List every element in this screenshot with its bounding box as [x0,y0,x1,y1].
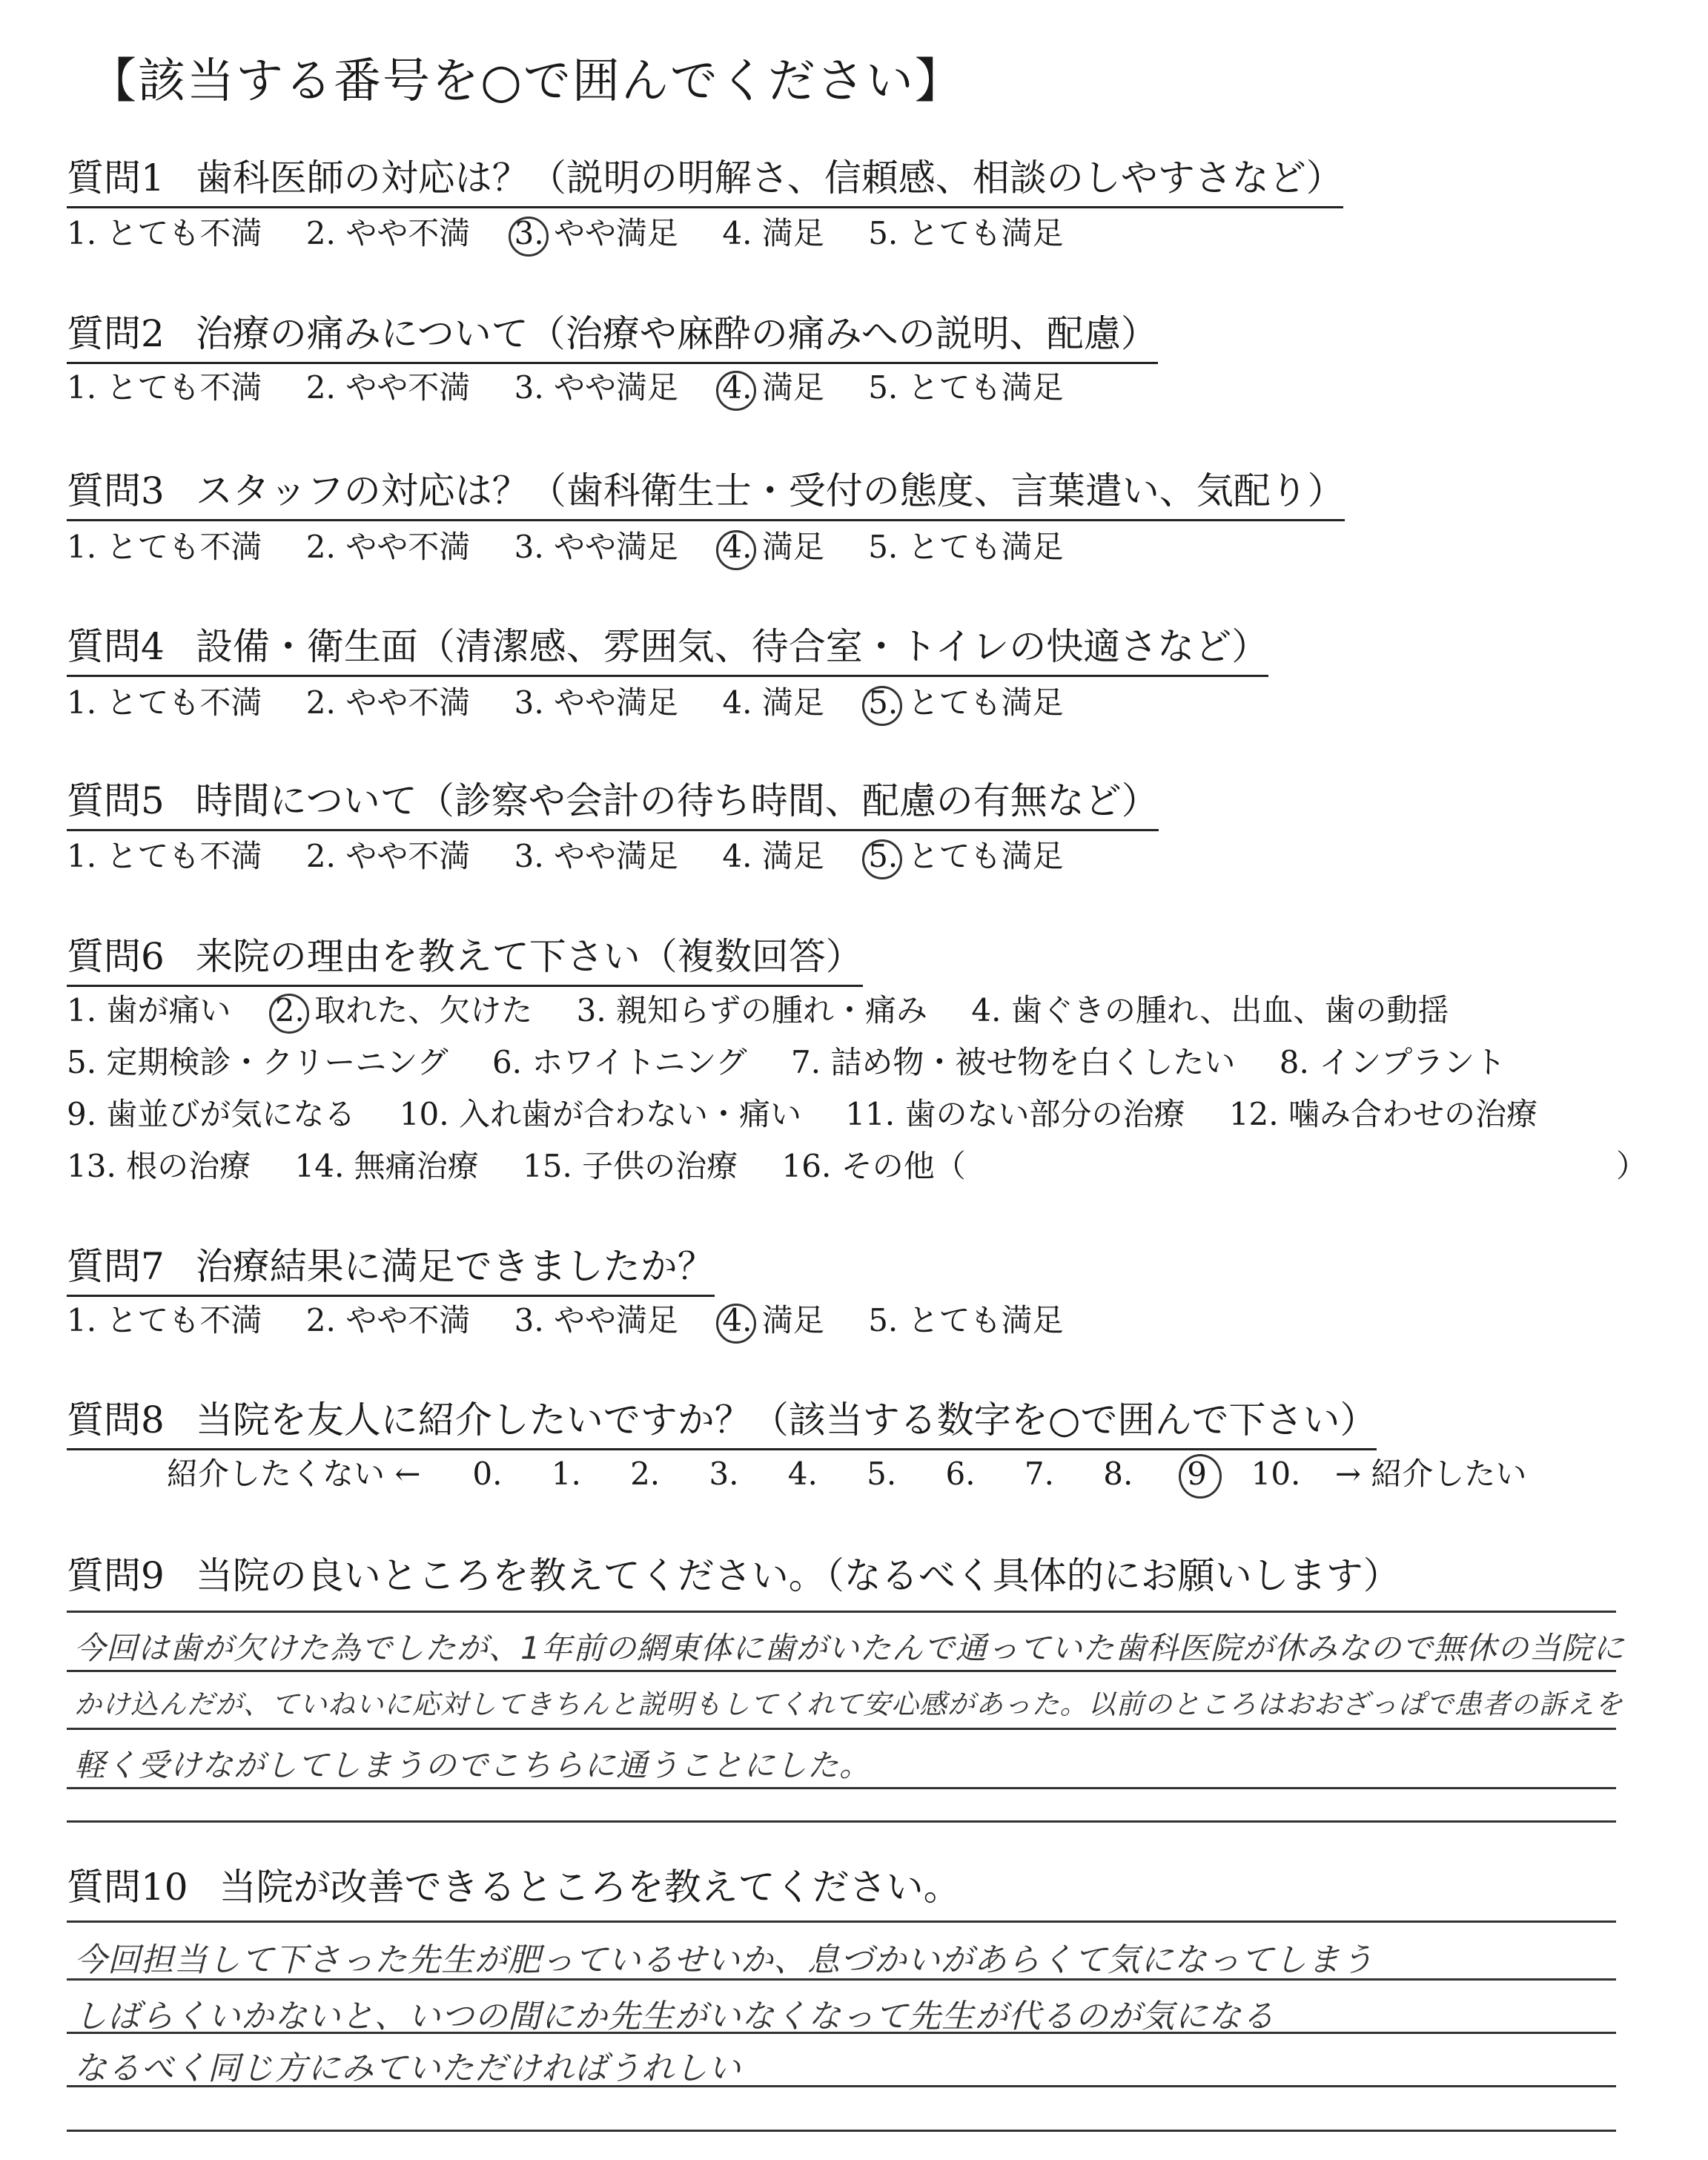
question-7-options [67,1296,1098,1341]
scale-1[interactable]: 1. [551,1456,581,1492]
scale-10[interactable]: 10. [1251,1456,1301,1492]
question-3-text: スタッフの対応は？（歯科衛生士・受付の態度、言葉遣い、気配り） [195,469,1345,512]
q6-option-4[interactable]: 4. 歯ぐきの腫れ、出血、歯の動揺 [971,992,1449,1028]
q5-option-2[interactable]: 2. やや不満 [305,838,471,874]
scale-5[interactable]: 5. [867,1456,897,1492]
question-6-number: 質問6 [67,935,165,978]
question-2-number: 質問2 [67,312,165,355]
q6-option-9[interactable]: 9. 歯並びが気になる [67,1096,356,1132]
q7-option-3[interactable]: 3. やや満足 [514,1302,679,1338]
q1-option-1[interactable]: 1. とても不満 [67,215,262,251]
question-2-heading [67,304,1158,364]
answer-line [67,2085,1616,2087]
q4-option-2[interactable]: 2. やや不満 [305,684,471,721]
q9-answer-line-2[interactable]: かけ込んだが、ていねいに応対してきちんと説明もしてくれて安心感があった。以前のところはおおざっぱで患者の訴えを [74,1688,1623,1720]
question-7-heading [67,1237,715,1297]
answer-line [67,1670,1616,1672]
answer-line [67,1820,1616,1823]
q10-answer-line-1[interactable]: 今回担当して下さった先生が肥っているせいか、息づかいがあらくて気になってしまう [74,1941,1374,1979]
question-10-text: 当院が改善できるところを教えてください。 [219,1866,961,1909]
scale-7[interactable]: 7. [1024,1456,1054,1492]
scale-6[interactable]: 6. [945,1456,976,1492]
q6-row-3 [67,1090,1572,1135]
question-4-options [67,678,1098,723]
scale-4[interactable]: 4. [787,1456,818,1492]
q6-option-16-other[interactable]: 16. その他（ [781,1148,966,1184]
question-3-number: 質問3 [67,469,165,512]
q6-option-13[interactable]: 13. 根の治療 [67,1148,251,1184]
question-9-number: 質問9 [67,1554,165,1597]
q6-option-6[interactable]: 6. ホワイトニング [491,1044,747,1080]
q1-option-5[interactable]: 5. とても満足 [868,215,1064,251]
question-1-number: 質問1 [67,156,165,199]
question-4-heading [67,617,1268,677]
q3-option-2[interactable]: 2. やや不満 [305,529,471,565]
question-5-number: 質問5 [67,779,165,822]
answer-line [67,2130,1616,2132]
question-5-text: 時間について（診察や会計の待ち時間、配慮の有無など） [195,779,1159,822]
question-6-text: 来院の理由を教えて下さい（複数回答） [195,935,863,978]
question-3-options [67,523,1098,567]
question-1-text: 歯科医師の対応は？（説明の明解さ、信頼感、相談のしやすさなど） [195,156,1343,199]
q5-option-5-selected[interactable]: 5. とても満足 [868,838,1064,874]
question-10-heading [67,1857,961,1911]
q3-option-5[interactable]: 5. とても満足 [868,529,1064,565]
q6-option-8[interactable]: 8. インプラント [1279,1044,1506,1080]
q2-option-5[interactable]: 5. とても満足 [868,369,1064,406]
q3-option-1[interactable]: 1. とても不満 [67,529,262,565]
scale-0[interactable]: 0. [472,1456,503,1492]
q6-row-4 [67,1142,1000,1186]
answer-line [67,1611,1616,1613]
question-1-heading [67,148,1343,208]
q1-option-3-selected[interactable]: 3. やや満足 [514,215,679,251]
scale-3[interactable]: 3. [709,1456,739,1492]
q10-answer-line-3[interactable]: なるべく同じ方にみていただければうれしい [74,2050,741,2087]
question-6-heading [67,927,863,987]
question-10-number: 質問10 [67,1866,188,1909]
q4-option-5-selected[interactable]: 5. とても満足 [868,684,1064,721]
q6-other-close-paren: ） [1616,1148,1648,1184]
q5-option-4[interactable]: 4. 満足 [722,838,824,874]
q6-option-2-selected[interactable]: 2. 取れた、欠けた [274,992,533,1028]
q2-option-4-selected[interactable]: 4. 満足 [722,369,824,406]
question-4-number: 質問4 [67,625,165,668]
q7-option-5[interactable]: 5. とても満足 [868,1302,1064,1338]
scale-right-label: → 紹介したい [1334,1456,1527,1492]
question-4-text: 設備・衛生面（清潔感、雰囲気、待合室・トイレの快適さなど） [195,625,1269,668]
q6-option-12[interactable]: 12. 噛み合わせの治療 [1228,1096,1537,1132]
q10-answer-line-2[interactable]: しばらくいかないと、いつの間にか先生がいなくなって先生が代るのが気になる [74,1998,1275,2035]
q2-option-3[interactable]: 3. やや満足 [514,369,679,406]
q7-option-2[interactable]: 2. やや不満 [305,1302,471,1338]
q6-option-14[interactable]: 14. 無痛治療 [294,1148,479,1184]
question-8-text: 当院を友人に紹介したいですか？（該当する数字を○で囲んで下さい） [195,1398,1377,1441]
question-7-number: 質問7 [67,1245,165,1288]
q6-option-10[interactable]: 10. 入れ歯が合わない・痛い [399,1096,801,1132]
q3-option-3[interactable]: 3. やや満足 [514,529,679,565]
q6-option-5[interactable]: 5. 定期検診・クリーニング [67,1044,448,1080]
q5-option-1[interactable]: 1. とても不満 [67,838,262,874]
q9-answer-line-1[interactable]: 今回は歯が欠けた為でしたが、1年前の網東体に歯がいたんで通っていた歯科医院が休みなので無休の当院に [74,1630,1625,1666]
q4-option-3[interactable]: 3. やや満足 [514,684,679,721]
answer-line [67,1920,1616,1923]
question-8-heading [67,1390,1377,1450]
q5-option-3[interactable]: 3. やや満足 [514,838,679,874]
q9-answer-line-3[interactable]: 軽く受けながしてしまうのでこちらに通うことにした。 [74,1747,872,1783]
q6-option-1[interactable]: 1. 歯が痛い [67,992,231,1028]
q1-option-4[interactable]: 4. 満足 [722,215,824,251]
q6-option-11[interactable]: 11. 歯のない部分の治療 [845,1096,1185,1132]
question-9-heading [67,1546,1400,1599]
q6-option-7[interactable]: 7. 詰め物・被せ物を白くしたい [790,1044,1236,1080]
q6-row-2 [67,1038,1540,1083]
question-7-text: 治療結果に満足できましたか？ [195,1245,715,1288]
scale-9-selected[interactable]: 9 [1162,1456,1231,1492]
q7-option-4-selected[interactable]: 4. 満足 [722,1302,824,1338]
q2-option-1[interactable]: 1. とても不満 [67,369,262,406]
answer-line [67,2032,1616,2034]
answer-line [67,1978,1616,1981]
q4-option-1[interactable]: 1. とても不満 [67,684,262,721]
q4-option-4[interactable]: 4. 満足 [722,684,824,721]
question-2-options [67,363,1098,408]
q6-option-15[interactable]: 15. 子供の治療 [523,1148,738,1184]
q6-option-3[interactable]: 3. 親知らずの腫れ・痛み [576,992,928,1028]
scale-2[interactable]: 2. [630,1456,661,1492]
q7-option-1[interactable]: 1. とても不満 [67,1302,262,1338]
question-3-heading [67,461,1345,521]
q3-option-4-selected[interactable]: 4. 満足 [722,529,824,565]
answer-line [67,1728,1616,1730]
page-title: 【該当する番号を○で囲んでください】 [89,54,964,109]
question-1-options [67,209,1098,254]
q2-option-2[interactable]: 2. やや不満 [305,369,471,406]
question-2-text: 治療の痛みについて（治療や麻酔の痛みへの説明、配慮） [195,312,1158,355]
recommend-scale [167,1450,1526,1494]
answer-line [67,1787,1616,1789]
q6-row-1 [67,986,1483,1031]
q1-option-2[interactable]: 2. やや不満 [305,215,471,251]
scale-8[interactable]: 8. [1103,1456,1133,1492]
question-5-options [67,832,1098,876]
scale-left-label: 紹介したくない ← [167,1456,421,1492]
question-5-heading [67,771,1159,831]
question-8-number: 質問8 [67,1398,165,1441]
question-9-text: 当院の良いところを教えてください。（なるべく具体的にお願いします） [195,1554,1400,1597]
